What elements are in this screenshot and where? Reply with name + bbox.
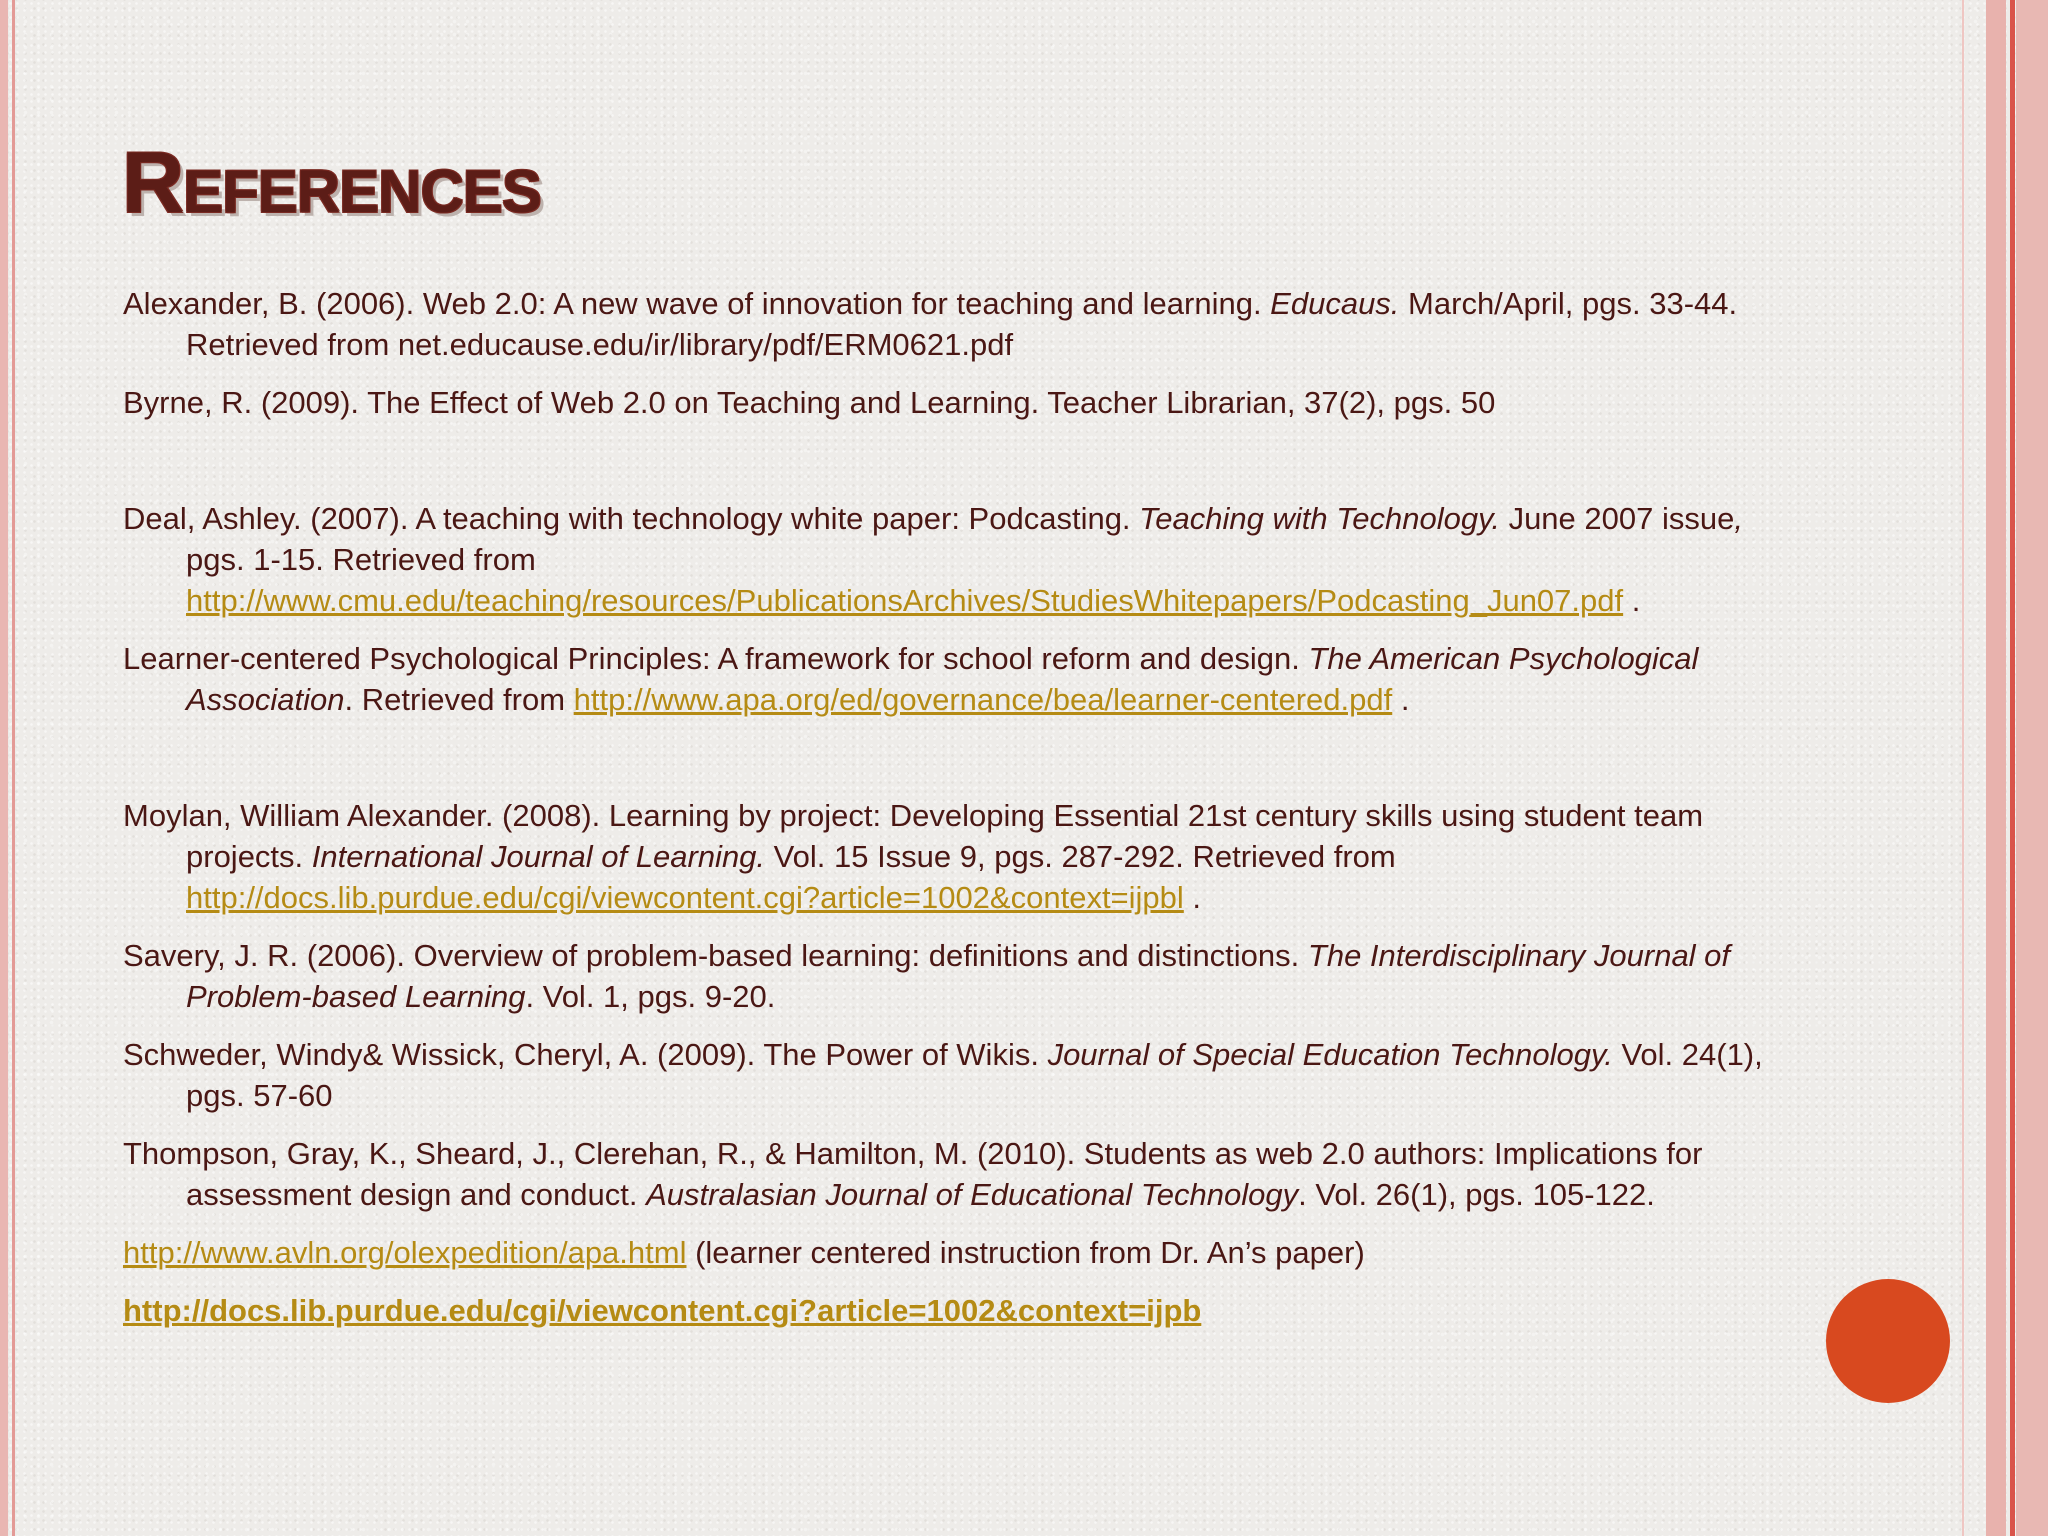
right-border-line xyxy=(2010,0,2015,1536)
decorative-orange-circle xyxy=(1826,1279,1950,1403)
reference-text: . Retrieved from xyxy=(344,682,574,717)
reference-text: . Vol. 1, pgs. 9-20. xyxy=(525,979,776,1014)
reference-alexander xyxy=(123,283,1763,365)
reference-text: Thompson, Gray, K., Sheard, J., Clerehan, R., & Hamilton, M. (2010). Students as web 2.0 authors: Implications for assessment design and conduct. xyxy=(123,1136,1703,1212)
reference-text: Deal, Ashley. (2007). A teaching with technology white paper: Podcasting. xyxy=(123,501,1140,536)
reference-deal xyxy=(123,498,1763,621)
reference-text: Schweder, Windy& Wissick, Cheryl, A. (2009). The Power of Wikis. xyxy=(123,1037,1048,1072)
reference-thompson xyxy=(123,1133,1763,1215)
reference-link[interactable]: http://www.avln.org/olexpedition/apa.html xyxy=(123,1235,687,1270)
reference-text: . Vol. 26(1), pgs. 105-122. xyxy=(1298,1177,1655,1212)
reference-avln xyxy=(123,1232,1763,1273)
reference-apa xyxy=(123,638,1763,720)
reference-text: Vol. 15 Issue 9, pgs. 287-292. Retrieved from xyxy=(765,839,1396,874)
reference-text: . xyxy=(1392,682,1410,717)
reference-text: . xyxy=(1183,880,1202,915)
slide-title: References xyxy=(122,135,541,231)
right-border-band xyxy=(1986,0,2006,1536)
reference-text: June 2007 issue xyxy=(1499,501,1735,536)
reference-journal: Journal of Special Education Technology. xyxy=(1047,1037,1613,1072)
reference-journal: Teaching with Technology. xyxy=(1139,501,1500,536)
reference-journal: Educaus. xyxy=(1270,286,1400,321)
reference-journal: The American Psychological Association xyxy=(186,641,1699,717)
reference-savery xyxy=(123,935,1763,1017)
reference-text: Vol. 24(1), pgs. 57-60 xyxy=(186,1037,1763,1113)
reference-text: . xyxy=(1623,583,1641,618)
references-list xyxy=(123,283,1763,1331)
reference-text: Alexander, B. (2006). Web 2.0: A new wave of innovation for teaching and learning. xyxy=(123,286,1271,321)
reference-journal: Australasian Journal of Educational Technology xyxy=(646,1177,1299,1212)
left-border-band xyxy=(0,0,8,1536)
reference-link[interactable]: http://docs.lib.purdue.edu/cgi/viewcontent.cgi?article=1002&context=ijpbl xyxy=(186,880,1184,915)
reference-text: , xyxy=(1734,501,1743,536)
reference-link[interactable]: http://docs.lib.purdue.edu/cgi/viewcontent.cgi?article=1002&context=ijpb xyxy=(123,1293,1202,1328)
left-border-line xyxy=(12,0,15,1536)
reference-text: March/April, pgs. 33-44. Retrieved from net.educause.edu/ir/library/pdf/ERM0621.pdf xyxy=(186,286,1738,362)
right-border-outer-band xyxy=(2016,0,2048,1536)
reference-text: Savery, J. R. (2006). Overview of problem-based learning: definitions and distinctions. xyxy=(123,938,1308,973)
reference-schweder xyxy=(123,1034,1763,1116)
reference-text: Moylan, William Alexander. (2008). Learning by project: Developing Essential 21st century skills using student team projects. xyxy=(123,798,1704,874)
reference-byrne xyxy=(123,382,1763,423)
reference-link[interactable]: http://www.cmu.edu/teaching/resources/PublicationsArchives/StudiesWhitepapers/Podcasting_Jun07.pdf xyxy=(186,583,1624,618)
reference-purdue-bold xyxy=(123,1290,1763,1331)
reference-journal: International Journal of Learning. xyxy=(311,839,766,874)
reference-text: Byrne, R. (2009). The Effect of Web 2.0 on Teaching and Learning. Teacher Librarian, 37(2), pgs. 50 xyxy=(123,385,1496,420)
reference-journal: The Interdisciplinary Journal of Problem-based Learning xyxy=(186,938,1731,1014)
reference-moylan xyxy=(123,795,1763,918)
reference-text: Learner-centered Psychological Principles: A framework for school reform and design. xyxy=(123,641,1309,676)
reference-link[interactable]: http://www.apa.org/ed/governance/bea/learner-centered.pdf xyxy=(573,682,1393,717)
reference-text: pgs. 1-15. Retrieved from xyxy=(186,542,536,577)
right-border-thin-line xyxy=(1962,0,1964,1536)
reference-text: (learner centered instruction from Dr. An’s paper) xyxy=(686,1235,1365,1270)
